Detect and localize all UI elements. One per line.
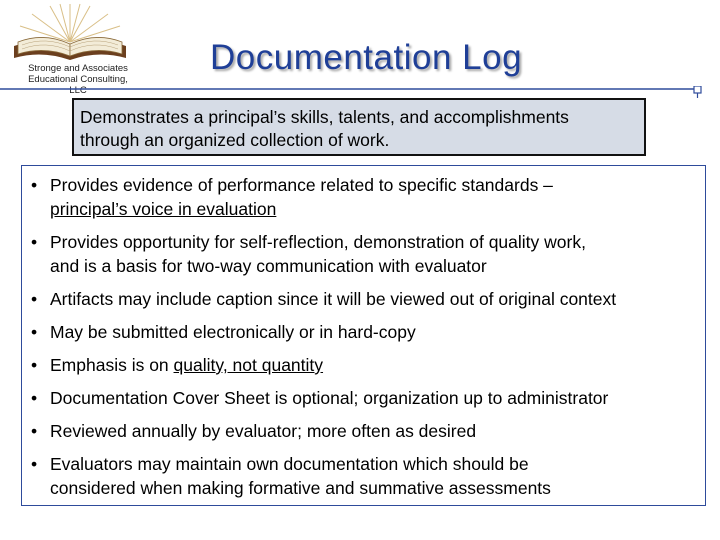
callout-line-1: Demonstrates a principal’s skills, talents, and accomplishments xyxy=(80,107,569,127)
bullet-text: considered when making formative and summative assessments xyxy=(50,478,551,498)
bullet-text: Provides evidence of performance related to specific standards – xyxy=(50,175,553,195)
logo-text-line-1: Stronge and Associates xyxy=(28,63,128,74)
company-logo xyxy=(10,2,130,94)
bullet-dot: • xyxy=(31,421,38,441)
logo-text-line-2: Educational Consulting, xyxy=(28,74,128,85)
bullet-text-underlined: quality, not quantity xyxy=(173,355,324,375)
bullet-dot: • xyxy=(31,232,38,252)
bullet-dot: • xyxy=(31,454,38,474)
bullet-dot: • xyxy=(31,355,38,375)
page-title: Documentation Log xyxy=(210,38,523,77)
bullet-text: Reviewed annually by evaluator; more often as desired xyxy=(50,421,477,441)
bullet-text-underlined: principal’s voice in evaluation xyxy=(50,199,277,219)
title-divider xyxy=(0,86,720,98)
bullet-text: May be submitted electronically or in hard-copy xyxy=(50,322,416,342)
bullet-text: Documentation Cover Sheet is optional; organization up to administrator xyxy=(50,388,609,408)
open-book-icon xyxy=(10,2,130,64)
bullet-dot: • xyxy=(31,322,38,342)
bullet-text: Evaluators may maintain own documentation which should be xyxy=(50,454,529,474)
bullet-dot: • xyxy=(31,289,38,309)
bullet-text: Provides opportunity for self-reflection, demonstration of quality work, xyxy=(50,232,586,252)
bullet-text: Emphasis is on xyxy=(50,355,174,375)
content-panel xyxy=(21,165,706,506)
bullet-text: and is a basis for two-way communication with evaluator xyxy=(50,256,487,276)
bullet-dot: • xyxy=(31,388,38,408)
bullet-text: Artifacts may include caption since it will be viewed out of original context xyxy=(50,289,617,309)
callout-line-2: through an organized collection of work. xyxy=(80,130,390,150)
logo-text-line-3: LLC xyxy=(69,85,87,96)
definition-callout xyxy=(72,98,646,156)
bullet-dot: • xyxy=(31,175,38,195)
